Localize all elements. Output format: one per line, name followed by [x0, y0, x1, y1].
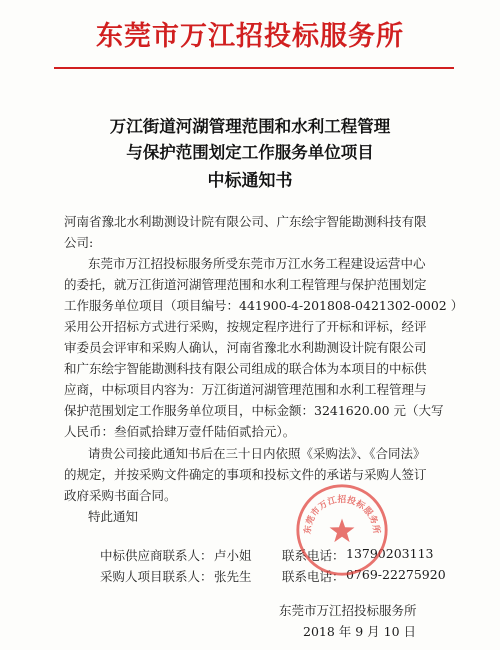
letterhead-title: 东莞市万江招投标服务所 — [96, 21, 404, 52]
buyer-phone: 0769-22275920 — [346, 567, 446, 582]
supplier-contact-label: 中标供应商联系人： — [100, 548, 213, 563]
notice-title-line-1: 万江街道河湖管理范围和水利工程管理 — [109, 117, 391, 136]
body-line: 政府采购书面合同。 — [64, 488, 177, 503]
buyer-phone-label: 联系电话： — [282, 569, 345, 584]
body-line: 请贵公司接此通知书后在三十日内依照《采购法》、《合同法》 — [88, 446, 426, 461]
body-line: 采用公开招标方式进行采购，按规定程序进行了开标和评标，经评 — [64, 319, 427, 334]
supplier-phone: 13790203113 — [346, 546, 434, 561]
official-seal-stamp — [294, 482, 390, 578]
body-line: 审委员会评审和采购人确认，河南省豫北水利勘测设计院有限公司 — [64, 340, 427, 355]
supplier-contact-name: 卢小姐 — [214, 548, 252, 563]
notice-title-line-3: 中标通知书 — [207, 171, 293, 191]
body-line: 的规定，并按采购文件确定的事项和投标文件的承诺与采购人签订 — [64, 467, 427, 482]
body-line: 工作服务单位项目（项目编号：441900-4-201808-0421302-0002 ） — [64, 298, 464, 313]
supplier-phone-label: 联系电话： — [282, 548, 345, 563]
body-line: 和广东绘宇智能勘测科技有限公司组成的联合体为本项目的中标供 — [64, 361, 427, 376]
addressee-line: 河南省豫北水利勘测设计院有限公司、广东绘宇智能勘测科技有限 — [64, 214, 427, 229]
body-line: 保护范围划定工作服务单位项目，中标金额：3241620.00 元（大写 — [64, 403, 444, 418]
body-line: 人民币：叁佰贰拾肆万壹仟陆佰贰拾元）。 — [64, 424, 296, 439]
special-notice: 特此通知 — [88, 509, 139, 524]
body-line: 的委托，就万江街道河湖管理范围和水利工程管理与保护范围划定 — [64, 277, 427, 292]
addressee-line: 公司: — [64, 235, 94, 250]
buyer-contact-name: 张先生 — [214, 569, 252, 584]
signature-organization: 东莞市万江招投标服务所 — [279, 603, 417, 618]
letterhead-divider — [54, 67, 454, 69]
body-line: 应商，中标项目内容为：万江街道河湖管理范围和水利工程管理与 — [64, 382, 427, 397]
notice-title-line-2: 与保护范围划定工作服务单位项目 — [126, 143, 374, 162]
signature-date: 2018 年 9 月 10 日 — [303, 624, 417, 639]
body-line: 东莞市万江招投标服务所受东莞市万江水务工程建设运营中心 — [88, 256, 426, 271]
buyer-contact-label: 采购人项目联系人： — [100, 569, 213, 584]
svg-text:东莞市万江招投标服务所: 东莞市万江招投标服务所 — [303, 495, 381, 535]
